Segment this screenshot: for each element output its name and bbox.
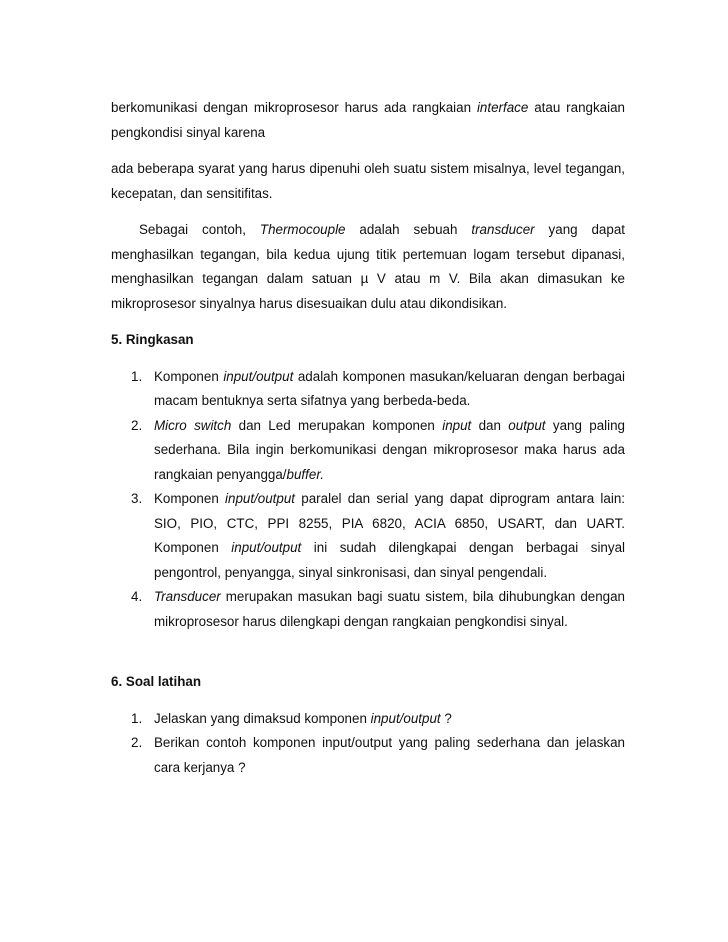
list-item: 3. Komponen input/output paralel dan serial yang dapat diprogram antara lain: SIO, PIO, CTC, PPI 8255, PIA 6820, ACIA 6850, USART, dan UART. Komponen input/output ini sudah dilengkapai dengan berbagai sinyal pengontrol, penyangga, sinyal sinkronisasi, dan sinyal pengendali. (131, 491, 625, 580)
section-6-heading: 6. Soal latihan (111, 674, 202, 689)
section-5-heading: 5. Ringkasan (111, 332, 194, 347)
list-item: 4. Transducer merupakan masukan bagi suatu sistem, bila dihubungkan dengan mikroprosesor harus dilengkapi dengan rangkaian pengkondisi sinyal. (131, 589, 625, 629)
list-item: 1. Komponen input/output adalah komponen masukan/keluaran dengan berbagai macam bentuknya serta sifatnya yang berbeda-beda. (131, 368, 625, 408)
summary-list (111, 365, 625, 635)
list-item: 2. Berikan contoh komponen input/output yang paling sederhana dan jelaskan cara kerjanya ? (131, 735, 625, 775)
list-item: 1. Jelaskan yang dimaksud komponen input/output ? (131, 710, 452, 726)
intro-paragraph-2: ada beberapa syarat yang harus dipenuhi oleh suatu sistem misalnya, level tegangan, kecepatan, dan sensitifitas. (111, 161, 625, 201)
exercise-list (111, 707, 625, 781)
list-item: 2. Micro switch dan Led merupakan komponen input dan output yang paling sederhana. Bila ingin berkomunikasi dengan mikroprosesor maka harus ada rangkaian penyangga/buffer. (131, 417, 625, 482)
document-page (111, 96, 625, 780)
intro-paragraph-3: Sebagai contoh, Thermocouple adalah sebuah transducer yang dapat menghasilkan tegangan, bila kedua ujung titik pertemuan logam tersebut dipanasi, menghasilkan tegangan dalam satuan µ V atau m V. Bila akan dimasukan ke mikroprosesor sinyalnya harus disesuaikan dulu atau dikondisikan. (111, 222, 625, 311)
intro-paragraph-1: berkomunikasi dengan mikroprosesor harus ada rangkaian interface atau rangkaian pengkondisi sinyal karena (111, 100, 625, 140)
